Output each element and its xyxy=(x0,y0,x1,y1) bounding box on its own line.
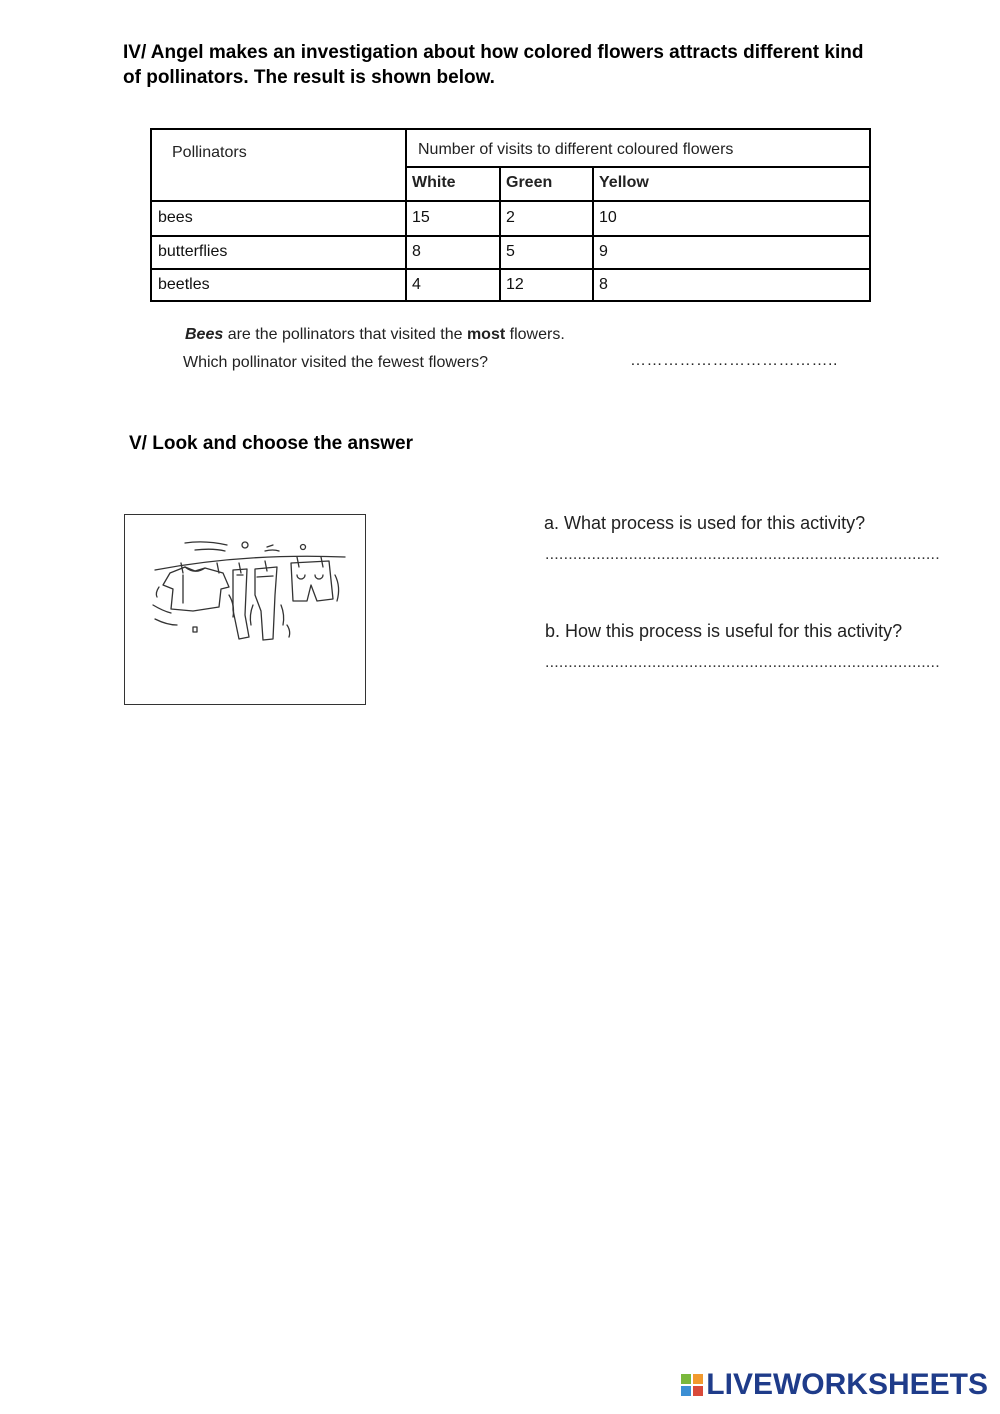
row-bees-yellow: 10 xyxy=(599,209,617,226)
row-butterflies-yellow: 9 xyxy=(599,243,608,260)
row-butterflies-name: butterflies xyxy=(158,243,228,260)
clothesline-image xyxy=(124,514,366,705)
clothesline-drawing xyxy=(125,515,365,704)
header-pollinators: Pollinators xyxy=(172,144,247,161)
liveworksheets-logo[interactable] xyxy=(680,1368,988,1402)
answer-blank-fewest-flowers[interactable]: ……………………………….. xyxy=(630,352,838,369)
column-header-white: White xyxy=(412,174,456,191)
answer-blank-a[interactable]: ..................................................................................... xyxy=(545,546,940,563)
question-a: a. What process is used for this activity? xyxy=(544,513,866,533)
question-b: b. How this process is useful for this activity? xyxy=(545,621,903,641)
statement-subject: Bees xyxy=(185,326,224,343)
header-number-of-visits: Number of visits to different coloured flowers xyxy=(418,141,734,158)
column-header-green: Green xyxy=(506,174,553,191)
pollinator-table xyxy=(150,128,871,302)
section-iv-title xyxy=(123,40,923,90)
row-beetles-white: 4 xyxy=(412,276,421,293)
row-bees-green: 2 xyxy=(506,209,515,226)
row-beetles-green: 12 xyxy=(506,276,524,293)
section-v-title: V/ Look and choose the answer xyxy=(129,433,414,454)
row-butterflies-white: 8 xyxy=(412,243,421,260)
liveworksheets-logo-icon xyxy=(680,1373,704,1397)
statement-middle: are the pollinators that visited the xyxy=(223,326,467,343)
row-beetles-name: beetles xyxy=(158,276,210,293)
answer-blank-b[interactable]: ..................................................................................... xyxy=(545,654,940,671)
row-bees-name: bees xyxy=(158,209,193,226)
liveworksheets-logo-text: LIVEWORKSHEETS xyxy=(706,1368,988,1401)
row-beetles-yellow: 8 xyxy=(599,276,608,293)
column-header-yellow: Yellow xyxy=(599,174,649,191)
row-bees-white: 15 xyxy=(412,209,430,226)
section-iv-title-line1: IV/ Angel makes an investigation about how colored flowers attracts different kind xyxy=(123,42,864,63)
row-butterflies-green: 5 xyxy=(506,243,515,260)
statement-end: flowers. xyxy=(505,326,565,343)
section-iv-title-line2: of pollinators. The result is shown below. xyxy=(123,67,495,88)
statement-text xyxy=(185,326,565,344)
question-fewest-flowers: Which pollinator visited the fewest flowers? xyxy=(183,354,489,371)
statement-emphasis: most xyxy=(466,326,506,343)
